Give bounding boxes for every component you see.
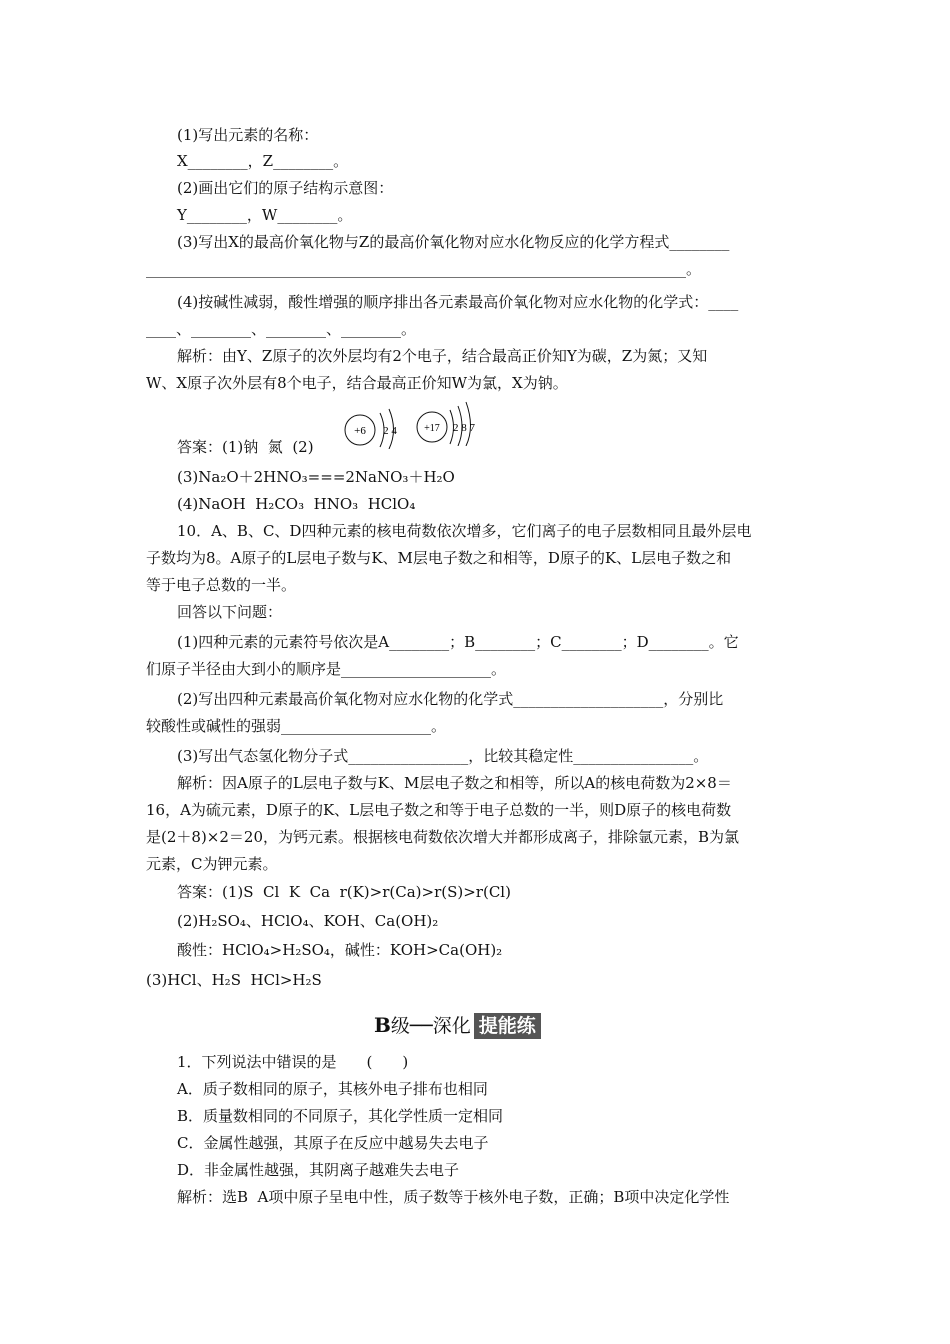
question-10-answer-1: 答案：(1)S Cl K Ca r(K)>r(Ca)>r(S)>r(Cl) xyxy=(177,883,511,901)
question-10-stem-line-2: 子数均为8。A原子的L层电子数与K、M层电子数之和相等，D原子的K、L层电子数之和 xyxy=(146,549,732,567)
question-9-answer-4: (4)NaOH H₂CO₃ HNO₃ HClO₄ xyxy=(177,495,416,513)
section-b-title: 级──深化 xyxy=(390,1015,471,1037)
question-10-answer-3: (3)HCl、H₂S HCl>H₂S xyxy=(146,971,322,989)
question-10-part-3: (3)写出气态氢化物分子式________________，比较其稳定性________________。 xyxy=(177,747,709,765)
b-question-1-explanation: 解析：选B A项中原子呈电中性，质子数等于核外电子数，正确；B项中决定化学性 xyxy=(177,1188,730,1206)
chlorine-nucleus-label: +17 xyxy=(424,423,440,434)
b-question-1-option-d: D．非金属性越强，其阴离子越难失去电子 xyxy=(177,1161,460,1179)
question-9-part-4-line-1: (4)按碱性减弱，酸性增强的顺序排出各元素最高价氧化物对应水化物的化学式：____ xyxy=(177,293,739,311)
question-10-explanation-line-1: 解析：因A原子的L层电子数与K、M层电子数之和相等，所以A的核电荷数为2×8＝ xyxy=(177,774,732,792)
question-10-stem-line-3: 等于电子总数的一半。 xyxy=(146,576,297,594)
section-b-header xyxy=(374,1012,541,1039)
section-b-letter: B xyxy=(374,1013,391,1037)
chlorine-shell-electrons: 2 8 7 xyxy=(453,422,475,434)
question-9-explanation-line-1: 解析：由Y、Z原子的次外层均有2个电子，结合最高正价知Y为碳，Z为氮；又知 xyxy=(177,347,708,365)
question-10-answer-2-comparison: 酸性：HClO₄>H₂SO₄，碱性：KOH>Ca(OH)₂ xyxy=(177,941,503,959)
question-10-explanation-line-2: 16，A为硫元素，D原子的K、L层电子数之和等于电子总数的一半，则D原子的核电荷数 xyxy=(146,801,732,819)
b-question-1-option-a: A．质子数相同的原子，其核外电子排布也相同 xyxy=(177,1080,488,1098)
question-10-explanation-line-3: 是(2＋8)×2＝20，为钙元素。根据核电荷数依次增大并都形成离子，排除氩元素，B为氯 xyxy=(146,828,740,846)
question-10-answer-2: (2)H₂SO₄、HClO₄、KOH、Ca(OH)₂ xyxy=(177,912,439,930)
section-b-badge: 提能练 xyxy=(474,1013,541,1039)
b-question-1-option-b: B．质量数相同的不同原子，其化学性质一定相同 xyxy=(177,1107,504,1125)
question-9-answer-3: (3)Na₂O＋2HNO₃===2NaNO₃＋H₂O xyxy=(177,468,455,486)
b-question-1-option-c: C．金属性越强，其原子在反应中越易失去电子 xyxy=(177,1134,489,1152)
question-9-answer-1: 答案：(1)钠 氮 (2) xyxy=(177,438,314,456)
question-10-prompt: 回答以下问题： xyxy=(177,603,283,621)
b-question-1-stem: 1．下列说法中错误的是 ( ) xyxy=(177,1053,409,1071)
question-10-part-1-line-2: 们原子半径由大到小的顺序是____________________。 xyxy=(146,660,507,678)
question-10-stem-line-1: 10．A、B、C、D四种元素的核电荷数依次增多，它们离子的电子层数相同且最外层电 xyxy=(177,522,752,540)
question-10-part-2-line-1: (2)写出四种元素最高价氧化物对应水化物的化学式____________________，分别比 xyxy=(177,690,724,708)
carbon-shell-electrons: 2 4 xyxy=(383,425,397,437)
carbon-nucleus-label: +6 xyxy=(354,425,366,437)
question-9-part-1-blanks: X________，Z________。 xyxy=(177,152,349,170)
question-9-part-2-label: (2)画出它们的原子结构示意图： xyxy=(177,179,394,197)
question-10-explanation-line-4: 元素，C为钾元素。 xyxy=(146,855,278,873)
question-10-part-1-line-1: (1)四种元素的元素符号依次是A________；B________；C________；D________。它 xyxy=(177,633,739,651)
chlorine-atom-diagram xyxy=(415,400,483,446)
question-9-part-2-blanks: Y________，W________。 xyxy=(177,206,353,224)
question-9-part-4-line-2: ____、________、________、________。 xyxy=(146,320,417,338)
question-9-part-3-line-2: ________________________________________________________________________。 xyxy=(146,260,702,278)
question-10-part-2-line-2: 较酸性或碱性的强弱____________________。 xyxy=(146,717,447,735)
question-9-part-1-label: (1)写出元素的名称： xyxy=(177,126,319,144)
question-9-explanation-line-2: W、X原子次外层有8个电子，结合最高正价知W为氯，X为钠。 xyxy=(146,374,568,392)
question-9-part-3-line-1: (3)写出X的最高价氧化物与Z的最高价氧化物对应水化物反应的化学方程式________ xyxy=(177,233,730,251)
carbon-atom-diagram xyxy=(343,405,413,449)
